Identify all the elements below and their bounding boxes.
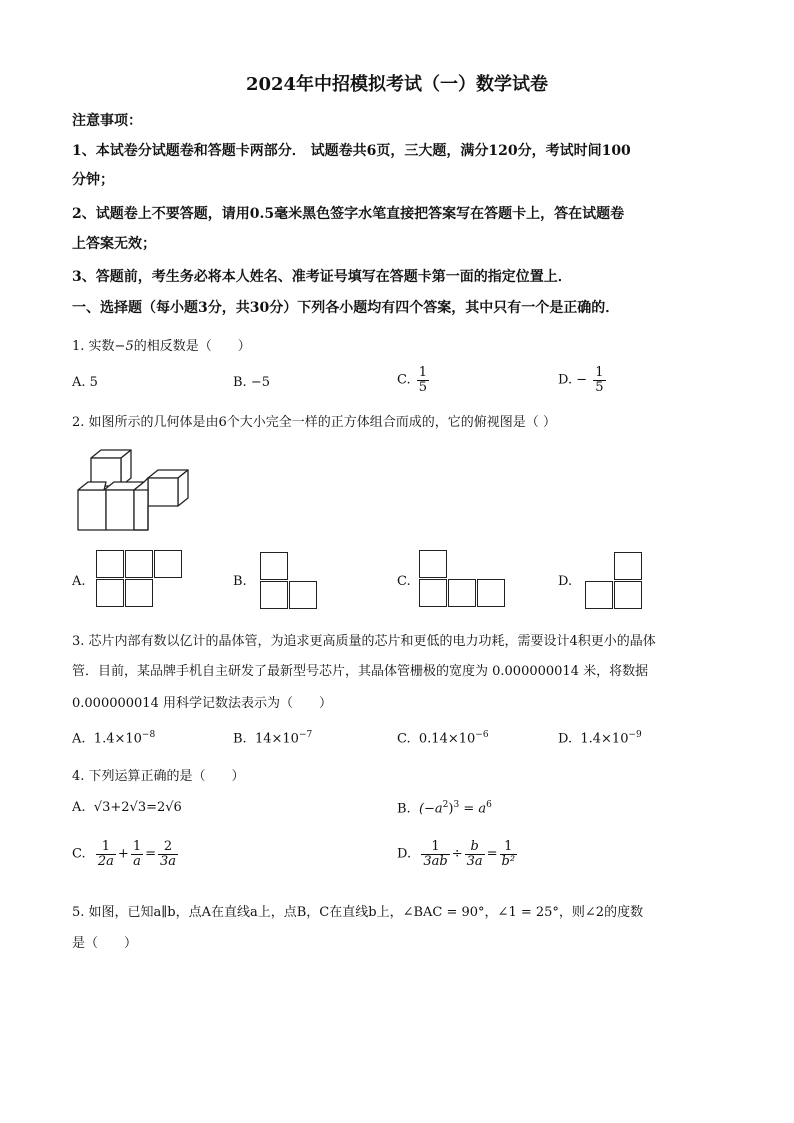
notes-heading: 注意事项： xyxy=(72,113,142,129)
q2-option-d-label[interactable]: D. xyxy=(558,574,573,589)
solid-figure xyxy=(74,446,194,532)
q2-option-b-view[interactable] xyxy=(260,552,320,610)
q3-option-a[interactable]: A. $1.4\times 10^{-8}$ xyxy=(72,730,156,747)
q4-option-c[interactable]: C. $\frac{1}{2a}$ + $\frac{1}{a}$ = $\frac{2}{3a}$ xyxy=(72,839,177,869)
question-3-line-2: 管．目前，某品牌手机自主研发了最新型号芯片，其晶体管栅极的宽度为 0.000000014 米，将数据 xyxy=(72,664,649,679)
q2-option-a-label[interactable]: A. xyxy=(72,574,86,589)
section-1-heading: 一、选择题（每小题3分，共30分）下列各小题均有四个答案，其中只有一个是正确的． xyxy=(72,300,620,316)
q4-option-a[interactable]: A. √3+2√3=2√6 xyxy=(72,800,182,815)
notes-item-3: 3、答题前，考生务必将本人姓名、准考证号填写在答题卡第一面的指定位置上． xyxy=(72,269,572,285)
notes-item-1-cont: 分钟； xyxy=(72,172,114,188)
notes-item-2-cont: 上答案无效； xyxy=(72,236,156,252)
q1-option-c[interactable]: C. $\frac{1}{5}$ xyxy=(397,365,428,395)
page-title: 2024年中招模拟考试（一）数学试卷 xyxy=(245,74,549,95)
question-1-stem: 1. 实数−5的相反数是（ ） xyxy=(72,339,251,354)
question-5-line-2: 是（ ） xyxy=(72,936,138,951)
q2-option-d-view[interactable] xyxy=(585,552,645,610)
question-5-line-1: 5. 如图，已知a∥b，点A在直线a上，点B，C在直线b上，∠BAC = 90°，∠1 = 25°，则∠2的度数 xyxy=(72,905,644,920)
q1-option-a[interactable]: A. 5 xyxy=(72,375,98,390)
q4-option-b[interactable]: B. $(-a^2)^3 = a^6$ xyxy=(397,800,492,817)
q1-option-d[interactable]: D. − $\frac{1}{5}$ xyxy=(558,365,604,395)
question-3-line-3: 0.000000014 用科学记数法表示为（ ） xyxy=(72,696,332,711)
q4-option-d[interactable]: D. $\frac{1}{3ab}$ ÷ $\frac{b}{3a}$ = $\frac{1}{\text{b²}}$ xyxy=(397,839,516,869)
q2-option-a-view[interactable] xyxy=(96,550,184,608)
q2-option-c-label[interactable]: C. xyxy=(397,574,411,589)
q3-option-c[interactable]: C. $0.14\times 10^{-6}$ xyxy=(397,730,489,747)
question-3-line-1: 3. 芯片内部有数以亿计的晶体管，为追求更高质量的芯片和更低的电力功耗，需要设计4积更小的晶体 xyxy=(72,634,656,649)
notes-item-2: 2、试题卷上不要答题，请用0.5毫米黑色签字水笔直接把答案写在答题卡上，答在试题卷 xyxy=(72,206,625,222)
q2-option-c-view[interactable] xyxy=(419,550,507,608)
q1-option-b[interactable]: B. −5 xyxy=(233,375,270,390)
q3-option-d[interactable]: D. $1.4\times 10^{-9}$ xyxy=(558,730,642,747)
q3-option-b[interactable]: B. $14\times 10^{-7}$ xyxy=(233,730,313,747)
fraction: $\frac{1}{5}$ xyxy=(418,365,428,395)
question-4-stem: 4. 下列运算正确的是（ ） xyxy=(72,769,245,784)
notes-item-1: 1、本试卷分试题卷和答题卡两部分． 试题卷共6页，三大题，满分120分，考试时间100 xyxy=(72,143,631,159)
fraction: $\frac{1}{5}$ xyxy=(595,365,604,395)
q2-option-b-label[interactable]: B. xyxy=(233,574,247,589)
question-2-stem: 2. 如图所示的几何体是由6个大小完全一样的正方体组合而成的，它的俯视图是（ ） xyxy=(72,415,556,430)
